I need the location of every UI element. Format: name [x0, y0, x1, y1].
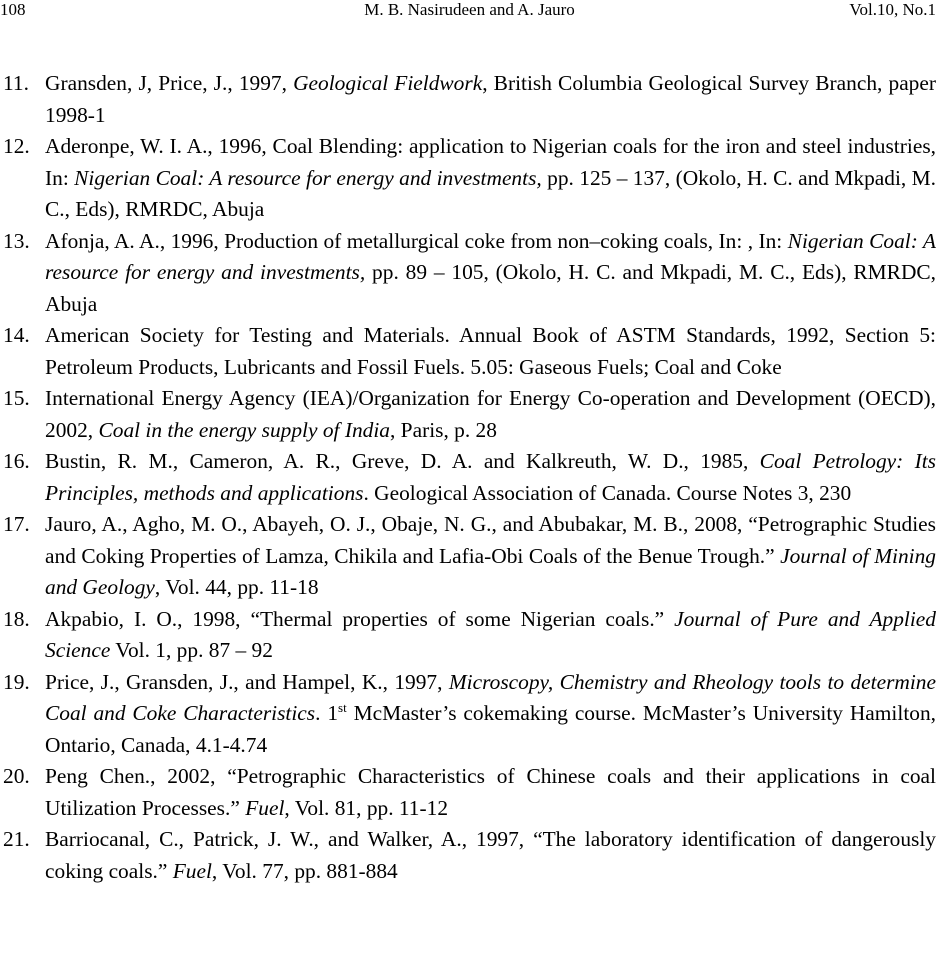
reference-title-italic: Nigerian Coal: A resource for energy and investments,: [74, 165, 542, 190]
reference-text: [45, 604, 936, 667]
reference-text-segment: . 1: [315, 701, 339, 725]
reference-item: [3, 383, 936, 446]
reference-text-segment: Afonja, A. A., 1996, Production of metallurgical coke from non–coking coals, In: , In:: [45, 228, 788, 253]
reference-item: [3, 226, 936, 321]
reference-number: 14.: [3, 323, 30, 347]
reference-title-italic: Coal in the energy supply of India: [98, 417, 390, 442]
reference-text: [45, 667, 936, 762]
reference-item: [3, 320, 936, 383]
reference-title-italic: Nigerian Coal: A resource for energy and investments,: [45, 228, 936, 284]
reference-item: [3, 131, 936, 226]
reference-item: [3, 509, 936, 604]
reference-number: 12.: [3, 134, 30, 158]
reference-text-segment: Price, J., Gransden, J., and Hampel, K., 1997,: [45, 669, 449, 694]
reference-text-segment: , Vol. 81, pp. 11-12: [284, 795, 449, 820]
reference-number: 13.: [3, 228, 30, 253]
reference-text: [45, 320, 936, 383]
reference-title-italic: Geological Fieldwork: [293, 71, 483, 95]
reference-text-segment: Barriocanal, C., Patrick, J. W., and Walker, A., 1997, “The laboratory identification of dangerously coking coals.”: [45, 827, 936, 883]
reference-text-segment: American Society for Testing and Materials. Annual Book of ASTM Standards, 1992, Section 5: Petroleum Products, Lubricants and Fossil Fuels. 5.05: Gaseous Fuels; Coal and Coke: [45, 323, 936, 379]
reference-text-segment: pp. 125 – 137, (Okolo, H. C. and Mkpadi, M. C., Eds), RMRDC, Abuja: [45, 165, 937, 221]
reference-number: 21.: [3, 827, 30, 851]
reference-item: [3, 667, 936, 762]
reference-text: [45, 824, 936, 887]
reference-item: [3, 446, 936, 509]
reference-text-segment: , Paris, p. 28: [389, 417, 497, 442]
reference-text-segment: , Vol. 44, pp. 11-18: [154, 575, 319, 599]
reference-text: [45, 68, 936, 131]
journal-volume: Vol.10, No.1: [849, 0, 936, 19]
reference-text: [45, 383, 936, 446]
reference-text-segment: Akpabio, I. O., 1998, “Thermal properties of some Nigerian coals.”: [45, 606, 675, 631]
reference-text-segment: , British Columbia Geological Survey Branch, paper 1998-1: [45, 71, 936, 127]
reference-item: [3, 68, 936, 131]
reference-text: [45, 226, 936, 321]
reference-title-italic: Journal of Pure and Applied Science: [45, 606, 936, 662]
reference-text-segment: McMaster’s cokemaking course. McMaster’s University Hamilton, Ontario, Canada, 4.1-4.74: [45, 701, 937, 757]
reference-text-segment: Peng Chen., 2002, “Petrographic Characteristics of Chinese coals and their applications in coal Utilization Processes.”: [45, 764, 936, 820]
reference-text-segment: . Geological Association of Canada. Course Notes 3, 230: [363, 480, 852, 505]
reference-item: [3, 824, 936, 887]
running-authors: M. B. Nasirudeen and A. Jauro: [364, 0, 575, 19]
reference-text-segment: Jauro, A., Agho, M. O., Abayeh, O. J., Obaje, N. G., and Abubakar, M. B., 2008, “Petrographic Studies and Coking Properties of Lamza, Chikila and Lafia-Obi Coals of the Benue Trough.”: [45, 512, 936, 568]
page-number: 108: [0, 0, 26, 19]
reference-text-segment: Bustin, R. M., Cameron, A. R., Greve, D. A. and Kalkreuth, W. D., 1985,: [45, 449, 760, 473]
reference-item: [3, 761, 936, 824]
running-header: [0, 0, 939, 24]
reference-number: 15.: [3, 386, 30, 410]
reference-list: [3, 68, 936, 887]
reference-number: 20.: [3, 764, 30, 788]
ordinal-superscript: st: [338, 699, 347, 715]
reference-number: 11.: [3, 71, 29, 95]
reference-title-italic: Fuel: [245, 795, 285, 820]
reference-item: [3, 604, 936, 667]
reference-text-segment: , Vol. 77, pp. 881-884: [211, 858, 398, 883]
reference-text-segment: International Energy Agency (IEA)/Organization for Energy Co-operation and Development (OECD), 2002,: [45, 386, 936, 442]
reference-number: 17.: [3, 512, 30, 536]
reference-text: [45, 131, 936, 226]
reference-text-segment: Vol. 1, pp. 87 – 92: [110, 638, 273, 662]
reference-title-italic: Coal Petrology: Its Principles, methods and applications: [45, 449, 936, 505]
reference-text: [45, 509, 936, 604]
reference-title-italic: Microscopy, Chemistry and Rheology tools to determine Coal and Coke Characteristics: [45, 669, 936, 725]
reference-number: 18.: [3, 606, 30, 631]
reference-text-segment: Aderonpe, W. I. A., 1996, Coal Blending: application to Nigerian coals for the iron and steel industries, In:: [45, 134, 936, 190]
reference-number: 19.: [3, 669, 30, 694]
reference-text-segment: pp. 89 – 105, (Okolo, H. C. and Mkpadi, M. C., Eds), RMRDC, Abuja: [45, 260, 937, 316]
reference-number: 16.: [3, 449, 30, 473]
reference-title-italic: Journal of Mining and Geology: [45, 543, 936, 599]
reference-title-italic: Fuel: [172, 858, 212, 883]
reference-text: [45, 446, 936, 509]
reference-text-segment: Gransden, J, Price, J., 1997,: [45, 71, 294, 95]
reference-text: [45, 761, 936, 824]
